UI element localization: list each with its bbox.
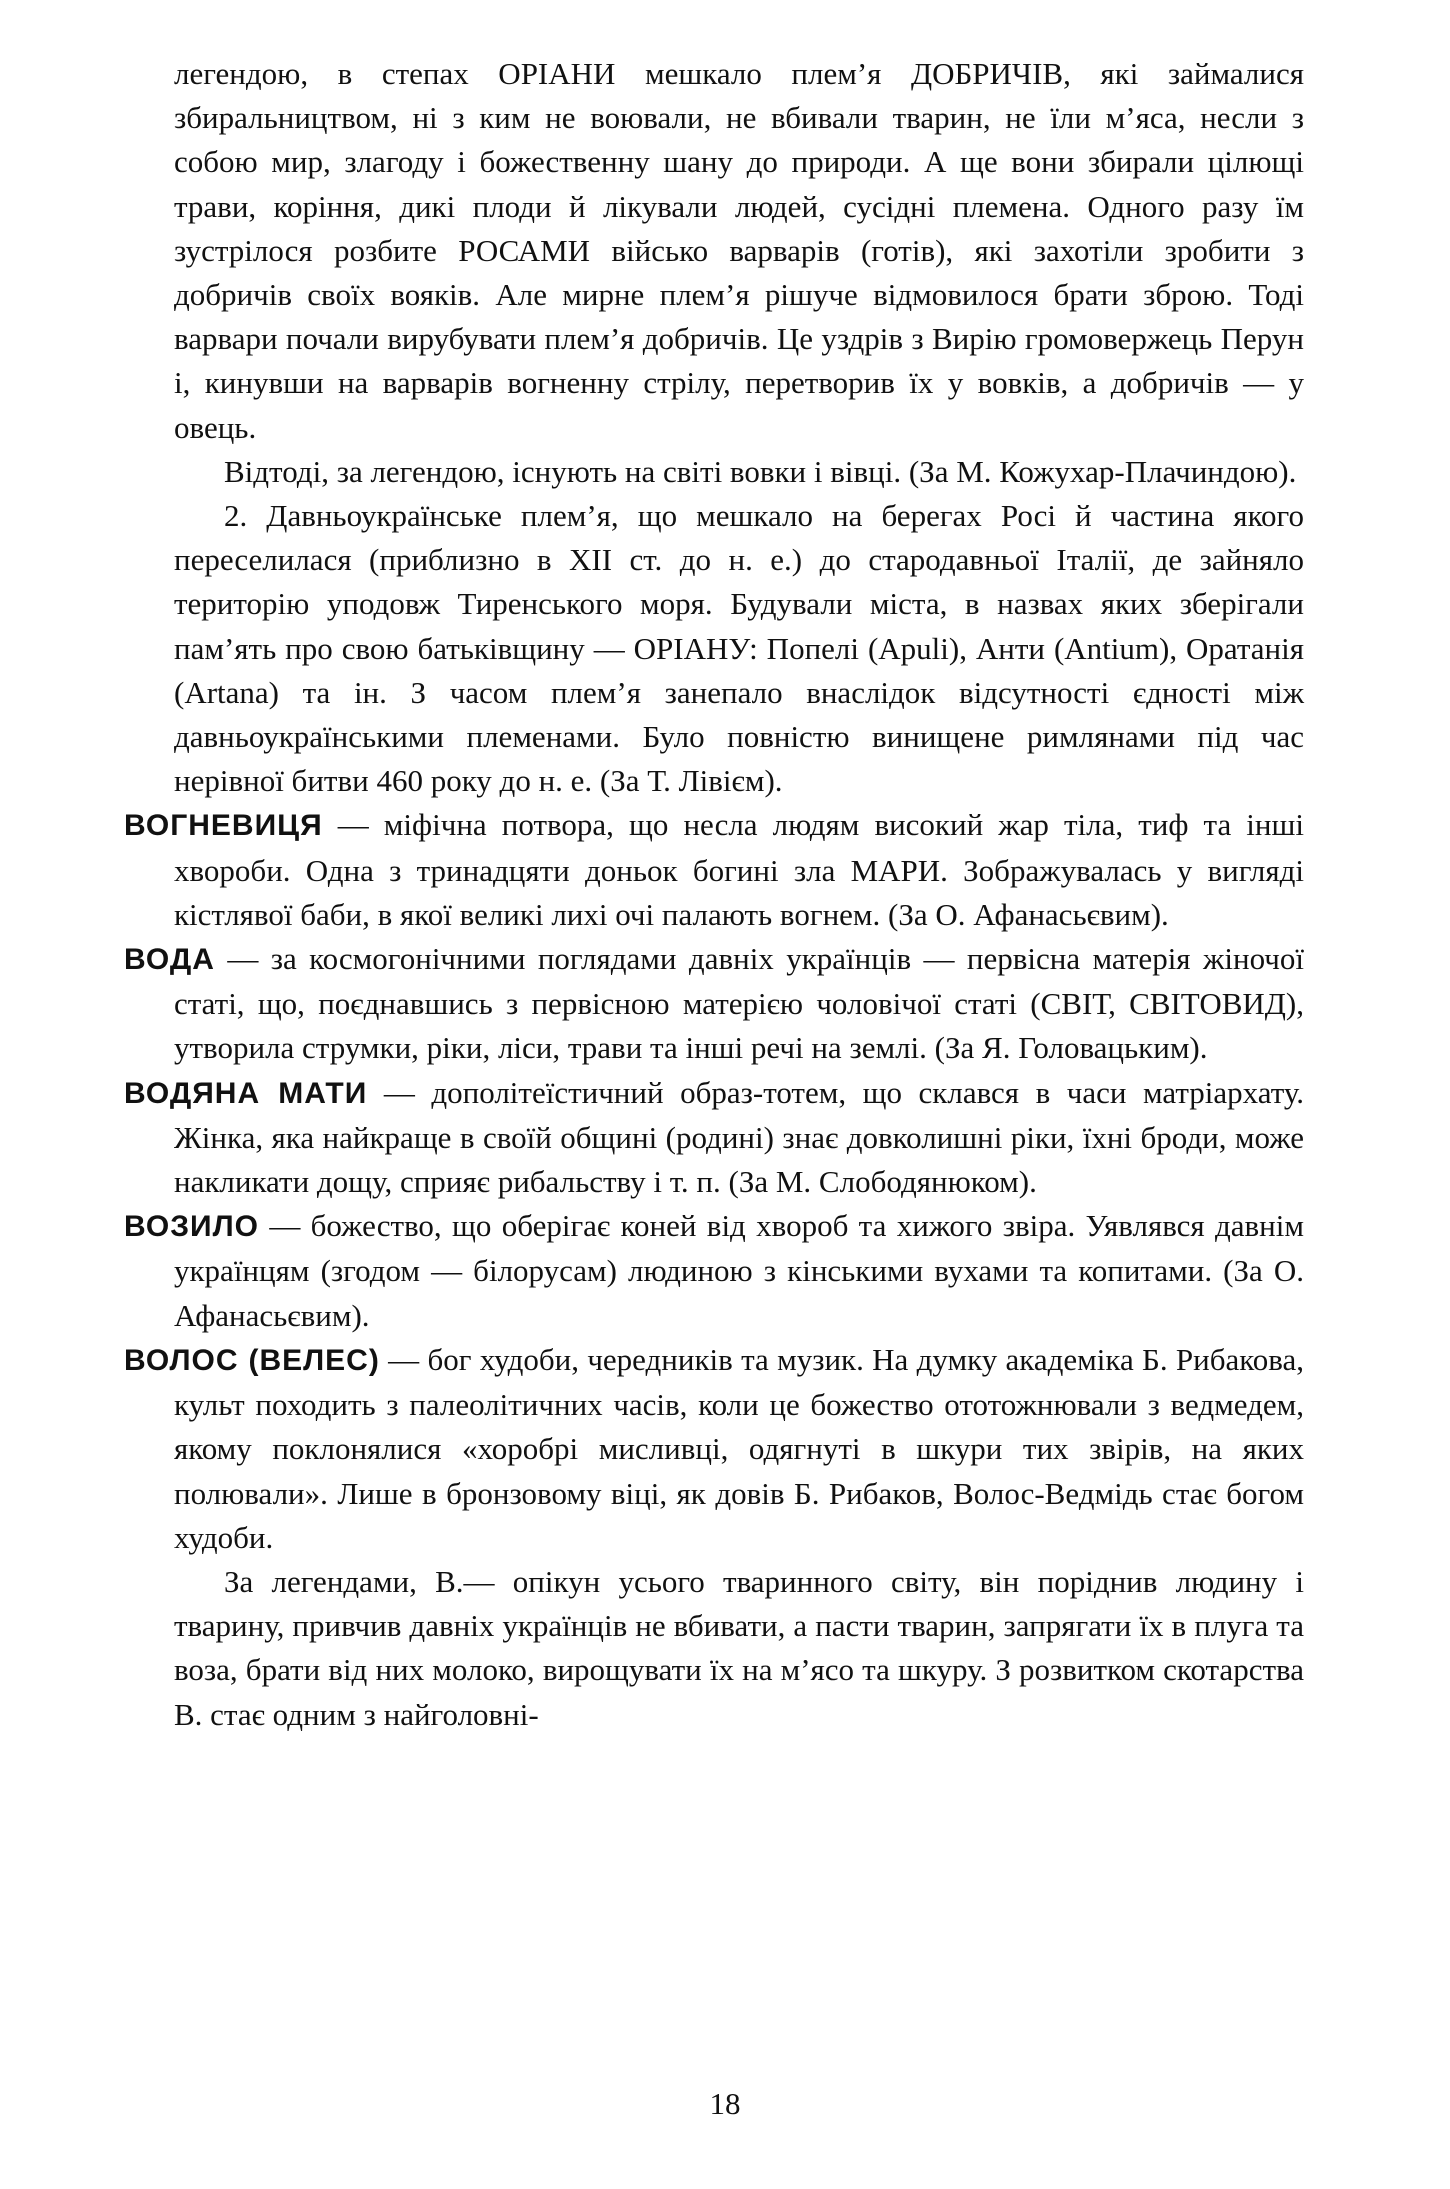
paragraph-volos-legends: За легендами, В.— опікун усього тваринного світу, він поріднив людину і тварину, привчив давніх українців не вбивати, а пасти тварин, запрягати їх в плуга та воза, брати від них молоко, вирощувати їх на м’ясо та шкуру. З розвитком скотарства В. стає одним з найголовні- <box>174 1563 1304 1732</box>
entry-voda <box>124 937 1304 1071</box>
entry-headword: ВОДЯНА МАТИ <box>124 1076 368 1110</box>
page-number: 18 <box>709 2086 741 2121</box>
entry-definition: — бог худоби, чередників та музик. На думку академіка Б. Рибакова, культ походить з палеолітичних часів, коли це божество ототожнювали з ведмедем, якому поклонялися «хоробрі мисливці, одягнуті в шкури тих звірів, на яких полювали». Лише в бронзовому віці, як довів Б. Рибаков, Волос-Ведмідь стає богом худоби. <box>174 1341 1304 1555</box>
paragraph-orian-tribe: 2. Давньоукраїнське плем’я, що мешкало на берегах Росі й частина якого переселилася (приблизно в XII ст. до н. е.) до стародавньої Італії, де зайняло територію уподовж Тиренського моря. Будували міста, в назвах яких зберігали пам’ять про свою батьківщину — ОРІАНУ: Попелі (Apuli), Анти (Antium), Оратанія (Artana) та ін. З часом плем’я занепало внаслідок відсутності єдності між давньоукраїнськими племенами. Було повністю винищене римлянами під час нерівної битви 460 року до н. е. (За Т. Лівієм). <box>174 498 1304 799</box>
entry-definition: — за космогонічними поглядами давніх українців — первісна матерія жіночої статі, що, поєднавшись з первісною матерією чоловічої статі (СВІТ, СВІТОВИД), утворила струмки, ріки, ліси, трави та інші речі на землі. (За Я. Головацьким). <box>174 941 1304 1066</box>
entry-definition: — божество, що оберігає коней від хвороб та хижого звіра. Уявлявся давнім українцям (згодом — білорусам) людиною з кінськими вухами та копитами. (За О. Афанасьєвим). <box>174 1208 1304 1333</box>
page-body <box>124 52 1304 1737</box>
entry-vodiana-maty <box>124 1071 1304 1205</box>
entry-definition: — дополітеїстичний образ-тотем, що склався в часи матріархату. Жінка, яка найкраще в своїй общині (родині) знає довколишні ріки, їхні броди, може накликати дощу, сприяє рибальству і т. п. (За М. Слободянюком). <box>174 1074 1304 1200</box>
entry-headword: ВОЗИЛО <box>124 1210 259 1244</box>
entry-vozylo <box>124 1204 1304 1338</box>
paragraph-legend-end: Відтоді, за легендою, існують на світі вовки і вівці. (За М. Кожухар-Плачиндою). <box>224 453 1297 489</box>
entry-vognevytsia <box>124 803 1304 937</box>
entry-headword: ВОДА <box>124 943 215 977</box>
entry-definition: — міфічна потвора, що несла людям високий жар тіла, тиф та інші хвороби. Одна з тринадцяти доньок богині зла МАРИ. Зображувалась у вигляді кістлявої баби, в якої великі лихі очі палають вогнем. (За О. Афанасьєвим). <box>174 807 1304 932</box>
paragraph-continuation: легендою, в степах ОРІАНИ мешкало плем’я ДОБРИЧІВ, які займалися збиральництвом, ні з ким не воювали, не вбивали тварин, не їли м’яса, несли з собою мир, злагоду і божественну шану до природи. А ще вони збирали цілющі трави, коріння, дикі плоди й лікували людей, сусідні племена. Одного разу їм зустрілося розбите РОСАМИ військо варварів (готів), які захотіли зробити з добричів своїх вояків. Але мирне плем’я рішуче відмовилося брати зброю. Тоді варвари почали вирубувати плем’я добричів. Це уздрів з Вирію громовержець Перун і, кинувши на варварів вогненну стрілу, перетворив їх у вовків, а добричів — у овець. <box>174 56 1304 445</box>
entry-headword: ВОГНЕВИЦЯ <box>124 809 323 843</box>
entry-volos <box>124 1338 1304 1560</box>
entry-headword: ВОЛОС (ВЕЛЕС) <box>124 1343 380 1377</box>
